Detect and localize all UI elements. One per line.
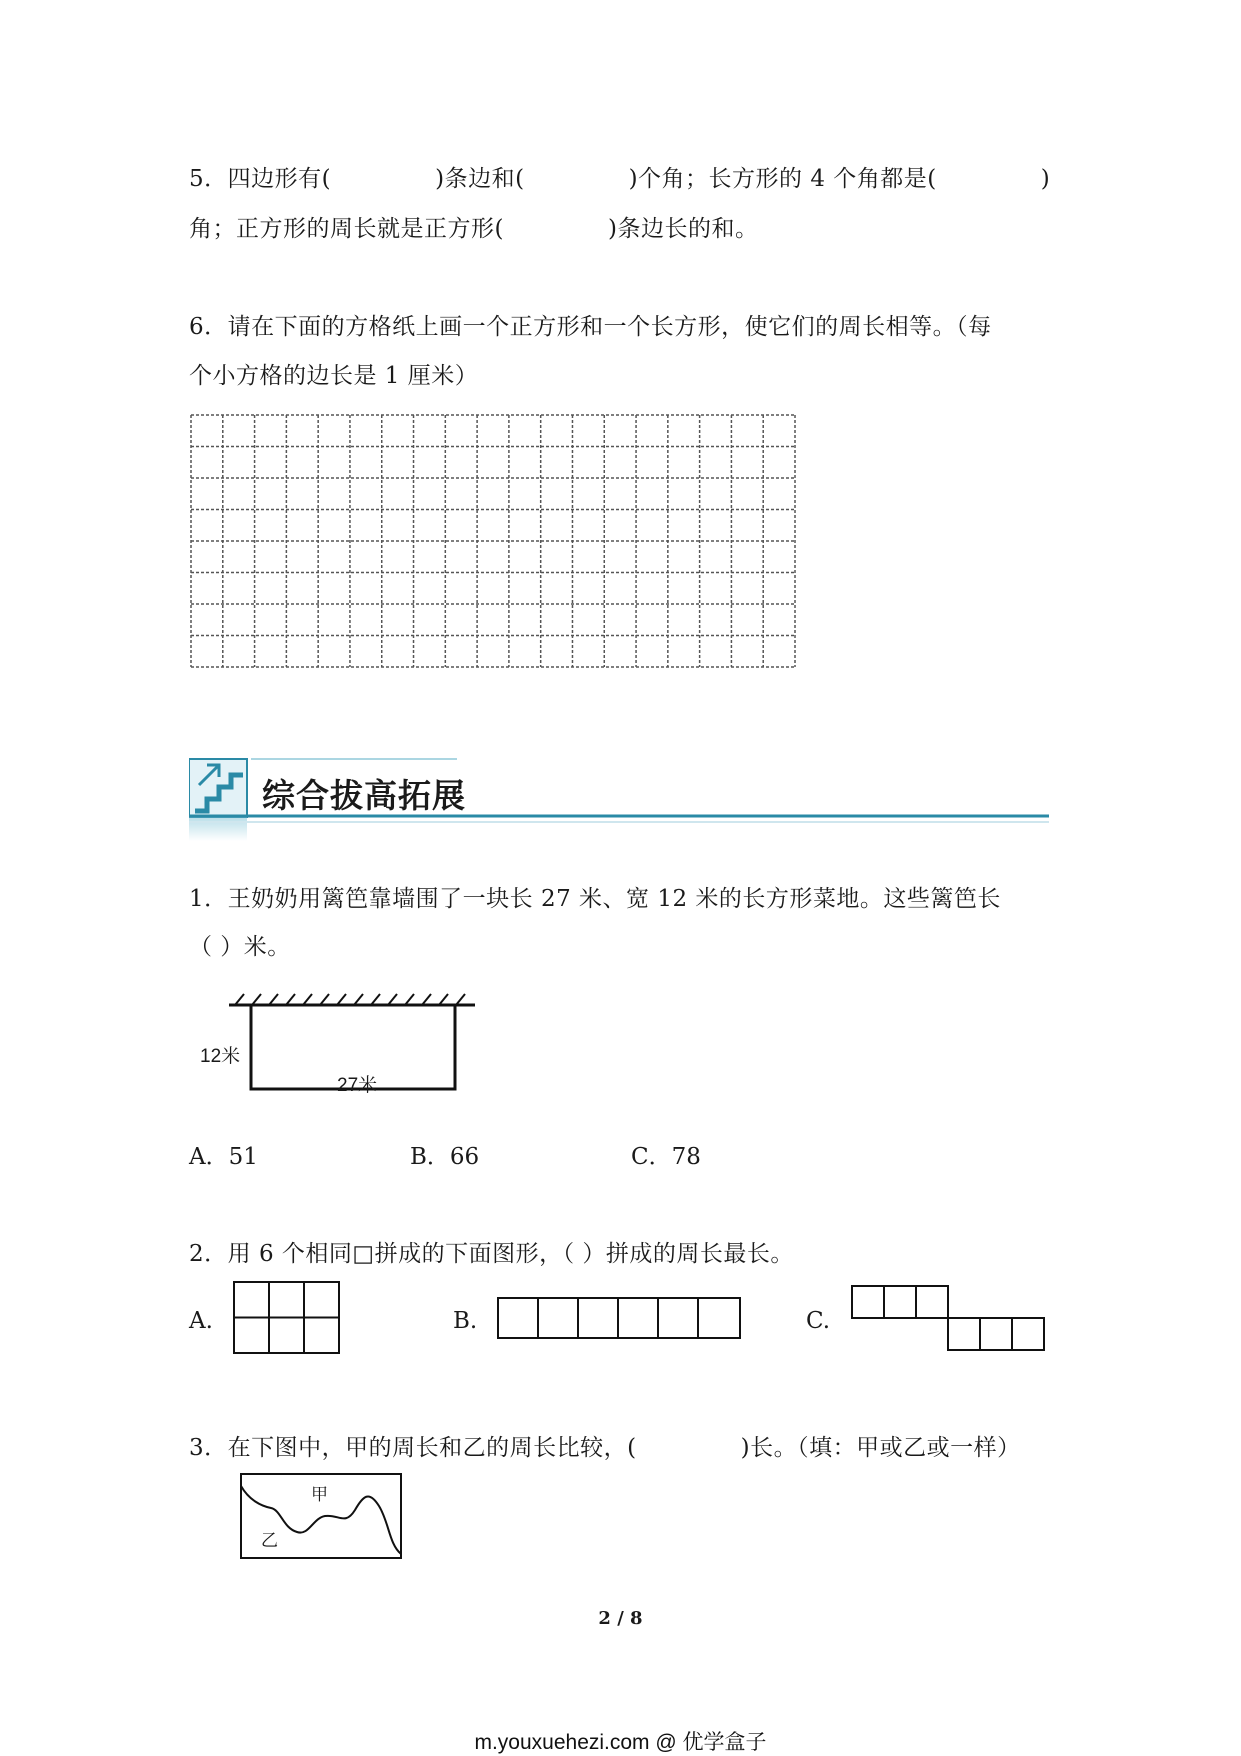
footer-watermark[interactable]: m.youxuehezi.com @ 优学盒子	[474, 1731, 767, 1754]
s-q1-option-b[interactable]: B．66	[410, 1144, 480, 1170]
hatch-mark	[439, 994, 448, 1005]
hatch-mark	[235, 994, 244, 1005]
hatch-mark	[388, 994, 397, 1005]
s-q1-line2[interactable]: （ ）米。	[189, 934, 291, 960]
hatch-mark	[456, 994, 465, 1005]
s-q2-option-c-label[interactable]: C.	[806, 1308, 831, 1334]
hatch-mark	[269, 994, 278, 1005]
section-title: 综合拔高拓展	[262, 776, 466, 815]
s-q2-text: 2．用 6 个相同□拼成的下面图形，（ ）拼成的周长最长。	[189, 1241, 794, 1267]
q5-line2: 角；正方形的周长就是正方形( )条边长的和。	[189, 216, 759, 242]
fence-width-label: 12米	[200, 1046, 241, 1067]
s-q2-shape-b[interactable]	[496, 1296, 742, 1340]
wall-hatching	[235, 994, 465, 1005]
staggered-shape	[850, 1284, 1050, 1354]
s-q1-option-c[interactable]: C．78	[631, 1144, 701, 1170]
hatch-mark	[405, 994, 414, 1005]
s-q1-option-a[interactable]: A．51	[189, 1144, 258, 1170]
label-yi: 乙	[261, 1531, 278, 1550]
s-q2-shape-a[interactable]	[232, 1280, 342, 1356]
s-q3-text: 3．在下图中，甲的周长和乙的周长比较，( )长。（填：甲或乙或一样）	[189, 1435, 1021, 1461]
grid-2x3-shape	[232, 1280, 342, 1356]
hatch-mark	[286, 994, 295, 1005]
page-number: 2 / 8	[598, 1608, 643, 1629]
q6-line2: 个小方格的边长是 1 厘米）	[189, 363, 479, 389]
fence-figure	[195, 985, 485, 1100]
hatch-mark	[371, 994, 380, 1005]
row-1x6-shape	[496, 1296, 742, 1340]
s-q3-figure	[239, 1472, 403, 1560]
grid-paper[interactable]	[189, 413, 797, 669]
s-q1-line1: 1．王奶奶用篱笆靠墙围了一块长 27 米、宽 12 米的长方形菜地。这些篱笆长	[189, 886, 1001, 912]
hatch-mark	[303, 994, 312, 1005]
hatch-mark	[320, 994, 329, 1005]
hatch-mark	[354, 994, 363, 1005]
label-jia: 甲	[311, 1485, 328, 1504]
q6-line1: 6．请在下面的方格纸上画一个正方形和一个长方形，使它们的周长相等。（每	[189, 314, 992, 340]
q5-line1: 5．四边形有( )条边和( )个角；长方形的 4 个角都是( )	[189, 166, 1051, 192]
hatch-mark	[337, 994, 346, 1005]
s-q2-option-b-label[interactable]: B.	[453, 1308, 478, 1334]
s-q2-shape-c[interactable]	[850, 1284, 1050, 1354]
hatch-mark	[252, 994, 261, 1005]
fence-length-label: 27米	[337, 1075, 378, 1096]
hatch-mark	[422, 994, 431, 1005]
s-q2-option-a-label[interactable]: A.	[189, 1308, 213, 1334]
